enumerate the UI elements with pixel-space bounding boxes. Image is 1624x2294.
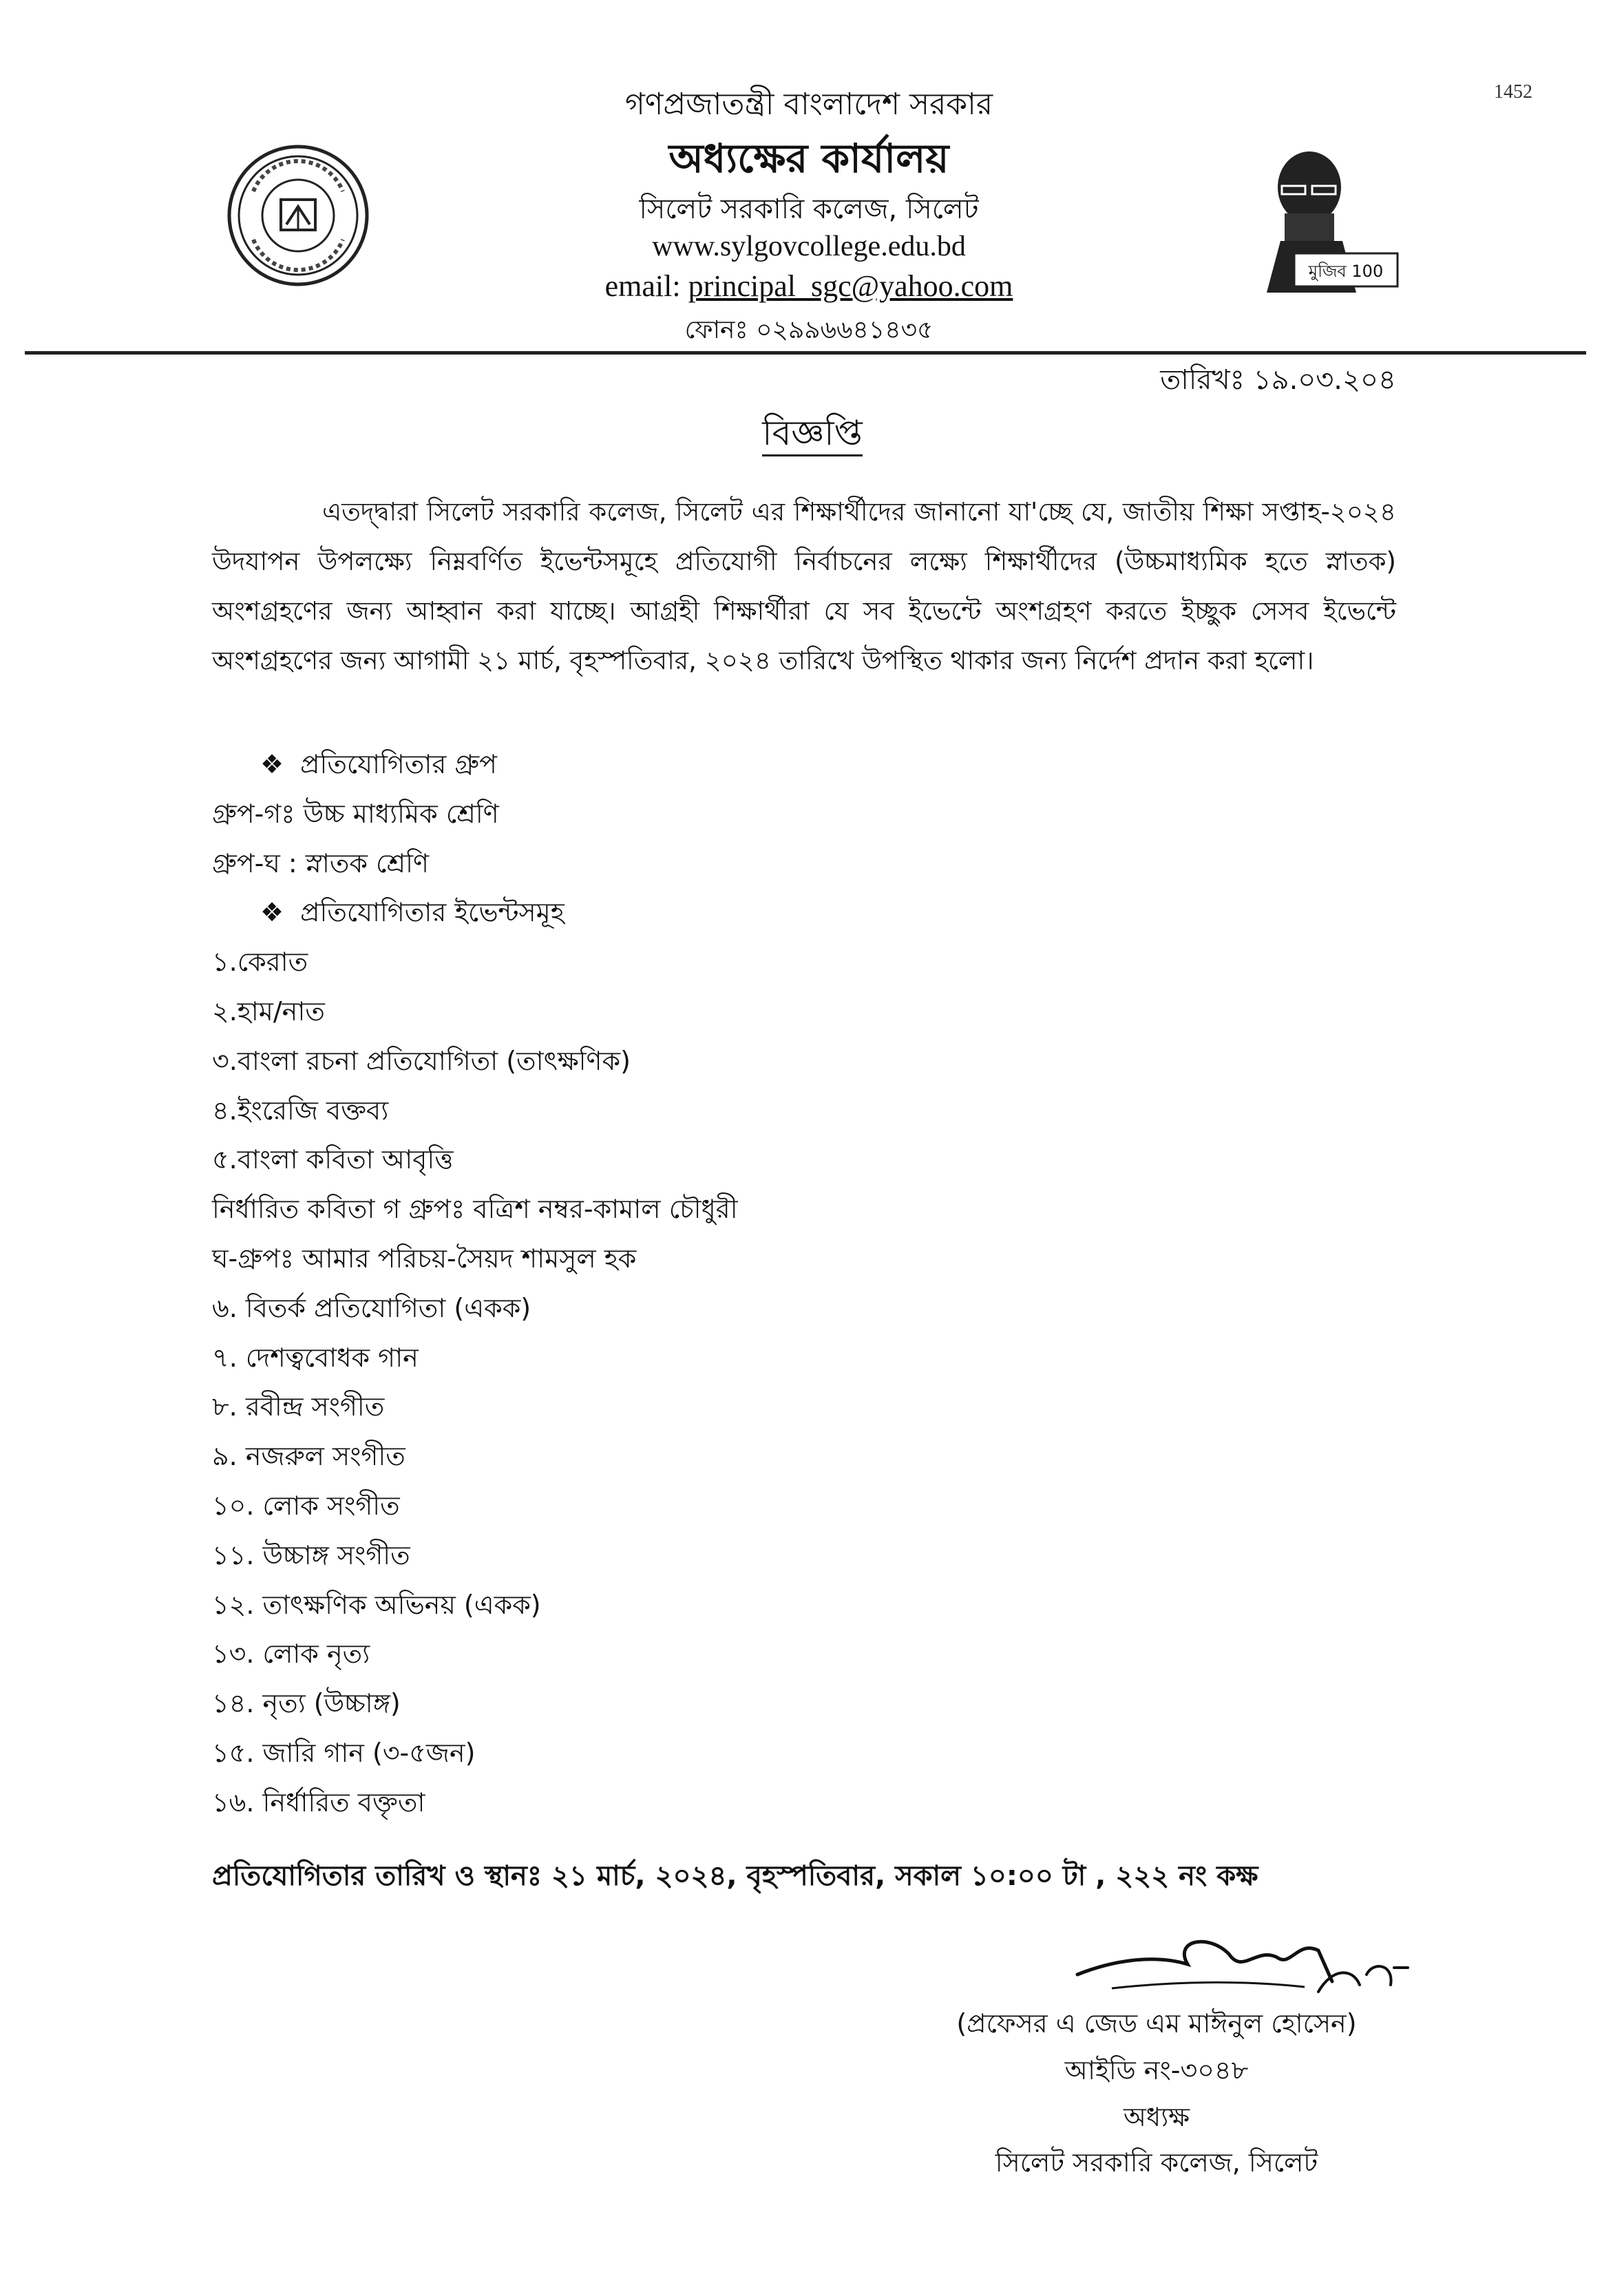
portrait-badge-text: মুজিব 100: [1308, 262, 1384, 281]
event-item: ৩.বাংলা রচনা প্রতিযোগিতা (তাৎক্ষণিক): [212, 1045, 631, 1076]
notice-title-text: বিজ্ঞপ্তি: [762, 413, 862, 456]
event-item: ১৩. লোক নৃত্য: [212, 1639, 370, 1670]
event-item: ১০. লোক সংগীত: [212, 1490, 400, 1521]
event-item: ১৪. নৃত্য (উচ্চাঙ্গ): [212, 1688, 401, 1719]
notice-date: তারিখঃ ১৯.০৩.২০৪: [1160, 364, 1396, 396]
events-heading-text: প্রতিযোগিতার ইভেন্টসমূহ: [300, 897, 565, 928]
event-item: ৯. নজরুল সংগীত: [212, 1441, 405, 1472]
signatory-college: সিলেট সরকারি কলেজ, সিলেট: [995, 2147, 1318, 2178]
portrait-badge-icon: [1246, 145, 1404, 293]
event-item: ৪.ইংরেজি বক্তব্য: [212, 1095, 389, 1126]
signature-icon: [1071, 1926, 1415, 2009]
event-item: ১৫. জারি গান (৩-৫জন): [212, 1737, 476, 1768]
page-number: 1452: [1494, 81, 1532, 103]
college-name: সিলেট সরকারি কলেজ, সিলেট: [639, 193, 979, 225]
notice-body: এতদ্দ্বারা সিলেট সরকারি কলেজ, সিলেট এর শিক্ষার্থীদের জানানো যা'চ্ছে যে, জাতীয় শিক্ষা সপ্তাহ-২০২৪ উদযাপন উপলক্ষ্যে নিম্নবর্ণিত ইভেন্টসমূহে প্রতিযোগী নির্বাচনের লক্ষ্যে শিক্ষার্থীদের (উচ্চমাধ্যমিক হতে স্নাতক) অংশগ্রহণের জন্য আহ্বান করা যাচ্ছে। আগ্রহী শিক্ষার্থীরা যে সব ইভেন্টে অংশগ্রহণ করতে ইচ্ছুক সেসব ইভেন্টে অংশগ্রহণের জন্য আগামী ২১ মার্চ, বৃহস্পতিবার, ২০২৪ তারিখে উপস্থিত থাকার জন্য নির্দেশ প্রদান করা হলো।: [212, 497, 1396, 675]
website-link[interactable]: www.sylgovcollege.edu.bd: [652, 231, 966, 262]
event-item: ১.কেরাত: [212, 947, 308, 978]
diamond-bullet-icon: ❖: [260, 749, 284, 779]
group-item: গ্রুপ-গঃ উচ্চ মাধ্যমিক শ্রেণি: [212, 798, 499, 829]
signatory-id: আইডি নং-৩০৪৮: [1064, 2055, 1249, 2085]
signatory-name: (প্রফেসর এ জেড এম মাঈনুল হোসেন): [956, 2008, 1357, 2039]
government-heading: গণপ্রজাতন্ত্রী বাংলাদেশ সরকার: [624, 87, 993, 122]
event-item: ৭. দেশত্ববোধক গান: [212, 1342, 419, 1373]
notice-list: [212, 740, 1424, 1828]
event-item: ২.হাম/নাত: [212, 996, 325, 1027]
diamond-bullet-icon: ❖: [260, 897, 284, 928]
office-heading: অধ্যক্ষের কার্যালয়: [668, 135, 949, 182]
event-item: ১২. তাৎক্ষণিক অভিনয় (একক): [212, 1589, 541, 1620]
email-link[interactable]: principal_sgc@yahoo.com: [688, 269, 1013, 303]
groups-heading: [212, 740, 1424, 790]
college-seal-icon: [226, 143, 370, 288]
signatory-title: অধ্যক্ষ: [1123, 2102, 1190, 2132]
event-item: ৬. বিতর্ক প্রতিযোগিতা (একক): [212, 1292, 531, 1323]
groups-heading-text: প্রতিযোগিতার গ্রুপ: [300, 749, 497, 779]
header-divider: [25, 351, 1586, 355]
notice-title: [675, 408, 950, 465]
event-item: ৫.বাংলা কবিতা আবৃত্তি: [212, 1144, 454, 1175]
phone-number: ফোনঃ ০২৯৯৬৬৪১৪৩৫: [684, 316, 934, 344]
email-line: [386, 269, 1232, 304]
group-item: গ্রুপ-ঘ : স্নাতক শ্রেণি: [212, 848, 429, 878]
poem-line: ঘ-গ্রুপঃ আমার পরিচয়-সৈয়দ শামসুল হক: [212, 1243, 637, 1274]
poem-line: নির্ধারিত কবিতা গ গ্রুপঃ বত্রিশ নম্বর-কামাল চৌধুরী: [212, 1194, 738, 1225]
event-item: ১১. উচ্চাঙ্গ সংগীত: [212, 1539, 410, 1570]
events-heading: [212, 888, 1424, 938]
event-item: ৮. রবীন্দ্র সংগীত: [212, 1391, 385, 1422]
venue-line: প্রতিযোগিতার তারিখ ও স্থানঃ ২১ মার্চ, ২০২৪, বৃহস্পতিবার, সকাল ১০:০০ টা , ২২২ নং কক্ষ: [212, 1860, 1258, 1892]
event-item: ১৬. নির্ধারিত বক্তৃতা: [212, 1787, 425, 1818]
email-label: email:: [604, 269, 681, 303]
